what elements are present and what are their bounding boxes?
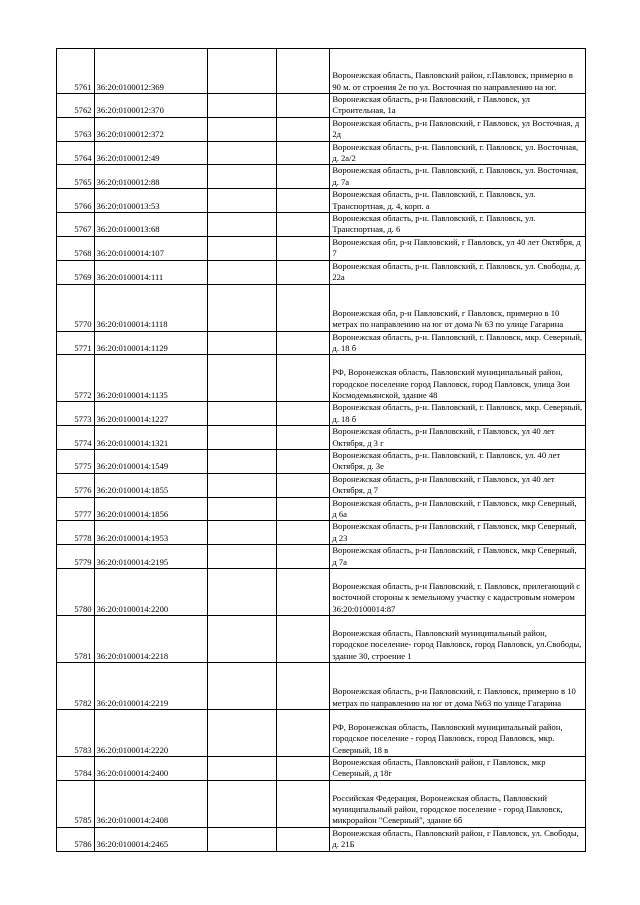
cadastral-number: 36:20:0100014:1135	[94, 355, 208, 402]
empty-cell	[208, 521, 277, 545]
empty-cell	[277, 402, 330, 426]
address-cell: Воронежская область, Павловский муниципальный район, городское поселение- город Павловск, город Павловск, ул.Свободы, здание 30, строение 1	[330, 616, 586, 663]
empty-cell	[208, 213, 277, 237]
row-number: 5762	[57, 94, 95, 118]
cadastral-number: 36:20:0100014:2200	[94, 569, 208, 616]
row-number: 5786	[57, 827, 95, 851]
table-row	[57, 284, 586, 331]
address-cell: Воронежская область, р-н Павловский, г Павловск, ул Восточная, д 2д	[330, 117, 586, 141]
address-cell: Воронежская область, Павловский район, г Павловск, ул. Свободы, д. 21Б	[330, 827, 586, 851]
empty-cell	[277, 710, 330, 757]
row-number: 5777	[57, 497, 95, 521]
address-cell: Воронежская область, р-н. Павловский, г. Павловск, мкр. Северный, д. 18 б	[330, 402, 586, 426]
empty-cell	[277, 545, 330, 569]
empty-cell	[277, 426, 330, 450]
empty-cell	[208, 497, 277, 521]
address-cell: Воронежская область, р-н. Павловский, г. Павловск, ул. Транспортная, д. 4, корп. а	[330, 189, 586, 213]
empty-cell	[208, 473, 277, 497]
address-cell: РФ, Воронежская область, Павловский муниципальный район, городское поселение - город Павловск, город Павловск, мкр. Северный, 18 в	[330, 710, 586, 757]
row-number: 5770	[57, 284, 95, 331]
row-number: 5771	[57, 331, 95, 355]
empty-cell	[208, 426, 277, 450]
empty-cell	[277, 827, 330, 851]
table-row	[57, 545, 586, 569]
address-cell: Воронежская область, р-н. Павловский, г. Павловск, мкр. Северный, д. 18 б	[330, 331, 586, 355]
empty-cell	[277, 616, 330, 663]
empty-cell	[208, 827, 277, 851]
cadastral-number: 36:20:0100014:1227	[94, 402, 208, 426]
address-cell: Воронежская область, р-н Павловский, г. Павловск, прилегающий с восточной стороны к земельному участку с кадастровым номером 36:20:0100014:87	[330, 569, 586, 616]
table-row	[57, 757, 586, 781]
cadastral-number: 36:20:0100014:1855	[94, 473, 208, 497]
empty-cell	[208, 117, 277, 141]
empty-cell	[208, 236, 277, 260]
empty-cell	[208, 355, 277, 402]
table-row	[57, 236, 586, 260]
address-cell: Воронежская обл, р-н Павловский, г Павловск, примерно в 10 метрах по направлению на юг от дома № 63 по улице Гагарина	[330, 284, 586, 331]
cadastral-number: 36:20:0100014:1129	[94, 331, 208, 355]
row-number: 5761	[57, 49, 95, 94]
table-row	[57, 117, 586, 141]
row-number: 5778	[57, 521, 95, 545]
cadastral-number: 36:20:0100012:49	[94, 141, 208, 165]
empty-cell	[277, 663, 330, 710]
cadastral-number: 36:20:0100014:2465	[94, 827, 208, 851]
address-cell: Воронежская область, р-н Павловский, г Павловск, мкр Северный, д 7а	[330, 545, 586, 569]
empty-cell	[277, 449, 330, 473]
table-row	[57, 189, 586, 213]
empty-cell	[208, 141, 277, 165]
cadastral-number: 36:20:0100014:2195	[94, 545, 208, 569]
table-row	[57, 402, 586, 426]
table-row	[57, 426, 586, 450]
table-row	[57, 141, 586, 165]
empty-cell	[208, 710, 277, 757]
empty-cell	[277, 757, 330, 781]
table-row	[57, 710, 586, 757]
cadastral-number: 36:20:0100012:369	[94, 49, 208, 94]
empty-cell	[208, 616, 277, 663]
table-row	[57, 521, 586, 545]
empty-cell	[208, 49, 277, 94]
table-row	[57, 260, 586, 284]
row-number: 5783	[57, 710, 95, 757]
empty-cell	[208, 189, 277, 213]
row-number: 5780	[57, 569, 95, 616]
cadastral-number: 36:20:0100012:370	[94, 94, 208, 118]
address-cell: Воронежская область, р-н Павловский, г. Павловск, примерно в 10 метрах по направлению на юг от дома №63 по улице Гагарина	[330, 663, 586, 710]
empty-cell	[208, 94, 277, 118]
row-number: 5781	[57, 616, 95, 663]
empty-cell	[208, 165, 277, 189]
address-cell: Воронежская область, р-н Павловский, г Павловск, ул Строительная, 1а	[330, 94, 586, 118]
empty-cell	[208, 569, 277, 616]
row-number: 5774	[57, 426, 95, 450]
empty-cell	[277, 141, 330, 165]
table-row	[57, 473, 586, 497]
cadastral-number: 36:20:0100014:2220	[94, 710, 208, 757]
address-cell: Воронежская область, р-н. Павловский, г. Павловск, ул. Восточная, д. 7а	[330, 165, 586, 189]
row-number: 5765	[57, 165, 95, 189]
address-cell: Воронежская область, р-н. Павловский, г. Павловск, ул. Восточная, д. 2а/2	[330, 141, 586, 165]
cadastral-number: 36:20:0100014:2400	[94, 757, 208, 781]
cadastral-number: 36:20:0100014:1549	[94, 449, 208, 473]
empty-cell	[277, 49, 330, 94]
cadastral-number: 36:20:0100013:68	[94, 213, 208, 237]
cadastral-number: 36:20:0100014:107	[94, 236, 208, 260]
row-number: 5767	[57, 213, 95, 237]
table-row	[57, 663, 586, 710]
table-row	[57, 49, 586, 94]
table-row	[57, 165, 586, 189]
row-number: 5776	[57, 473, 95, 497]
empty-cell	[277, 284, 330, 331]
empty-cell	[208, 449, 277, 473]
row-number: 5779	[57, 545, 95, 569]
empty-cell	[208, 545, 277, 569]
address-cell: Воронежская область, р-н Павловский, г Павловск, ул 40 лет Октября, д 3 г	[330, 426, 586, 450]
row-number: 5766	[57, 189, 95, 213]
row-number: 5782	[57, 663, 95, 710]
empty-cell	[277, 521, 330, 545]
empty-cell	[277, 780, 330, 827]
cadastral-number: 36:20:0100014:2219	[94, 663, 208, 710]
row-number: 5773	[57, 402, 95, 426]
cadastral-number: 36:20:0100014:1856	[94, 497, 208, 521]
address-cell: Воронежская область, р-н. Павловский, г. Павловск, ул. Транспортная, д. 6	[330, 213, 586, 237]
table-row	[57, 449, 586, 473]
empty-cell	[208, 260, 277, 284]
table-row	[57, 780, 586, 827]
cadastral-number: 36:20:0100014:111	[94, 260, 208, 284]
address-cell: Воронежская область, р-н Павловский, г Павловск, ул 40 лет Октября, д 7	[330, 473, 586, 497]
row-number: 5764	[57, 141, 95, 165]
table-row	[57, 497, 586, 521]
empty-cell	[277, 473, 330, 497]
row-number: 5768	[57, 236, 95, 260]
empty-cell	[208, 757, 277, 781]
cadastral-number: 36:20:0100014:1321	[94, 426, 208, 450]
empty-cell	[277, 260, 330, 284]
empty-cell	[277, 331, 330, 355]
registry-table-body	[57, 49, 586, 852]
cadastral-number: 36:20:0100012:372	[94, 117, 208, 141]
empty-cell	[277, 117, 330, 141]
address-cell: Воронежская обл, р-н Павловский, г Павловск, ул 40 лет Октября, д 7	[330, 236, 586, 260]
table-row	[57, 331, 586, 355]
address-cell: Воронежская область, Павловский район, г.Павловск, примерно в 90 м. от строения 2е по ул. Восточная по направлению на юг.	[330, 49, 586, 94]
table-row	[57, 355, 586, 402]
table-row	[57, 94, 586, 118]
address-cell: Воронежская область, р-н. Павловский, г. Павловск, ул. 40 лет Октября, д. 3е	[330, 449, 586, 473]
cadastral-number: 36:20:0100014:1953	[94, 521, 208, 545]
empty-cell	[208, 402, 277, 426]
empty-cell	[208, 780, 277, 827]
cadastral-number: 36:20:0100014:2218	[94, 616, 208, 663]
table-row	[57, 213, 586, 237]
empty-cell	[277, 355, 330, 402]
address-cell: Воронежская область, р-н. Павловский, г. Павловск, ул. Свободы, д. 22а	[330, 260, 586, 284]
table-row	[57, 616, 586, 663]
row-number: 5775	[57, 449, 95, 473]
address-cell: Воронежская область, Павловский район, г Павловск, мкр Северный, д 18г	[330, 757, 586, 781]
row-number: 5784	[57, 757, 95, 781]
empty-cell	[277, 189, 330, 213]
empty-cell	[208, 663, 277, 710]
address-cell: Воронежская область, р-н Павловский, г Павловск, мкр Северный, д 6а	[330, 497, 586, 521]
empty-cell	[277, 569, 330, 616]
empty-cell	[208, 284, 277, 331]
address-cell: Российская Федерация, Воронежская область, Павловский муниципальный район, городское поселение - город Павловск, микрорайон "Северный", здание 6б	[330, 780, 586, 827]
empty-cell	[208, 331, 277, 355]
empty-cell	[277, 497, 330, 521]
address-cell: Воронежская область, р-н Павловский, г Павловск, мкр Северный, д 23	[330, 521, 586, 545]
row-number: 5772	[57, 355, 95, 402]
empty-cell	[277, 165, 330, 189]
cadastral-number: 36:20:0100013:53	[94, 189, 208, 213]
empty-cell	[277, 213, 330, 237]
address-cell: РФ, Воронежская область, Павловский муниципальный район, городское поселение город Павловск, город Павловск, улица Зои Космодемьянской, здание 48	[330, 355, 586, 402]
empty-cell	[277, 236, 330, 260]
empty-cell	[277, 94, 330, 118]
table-row	[57, 569, 586, 616]
row-number: 5769	[57, 260, 95, 284]
table-row	[57, 827, 586, 851]
cadastral-number: 36:20:0100012:88	[94, 165, 208, 189]
row-number: 5763	[57, 117, 95, 141]
row-number: 5785	[57, 780, 95, 827]
cadastral-number: 36:20:0100014:2408	[94, 780, 208, 827]
cadastral-number: 36:20:0100014:1118	[94, 284, 208, 331]
registry-table	[56, 48, 586, 852]
